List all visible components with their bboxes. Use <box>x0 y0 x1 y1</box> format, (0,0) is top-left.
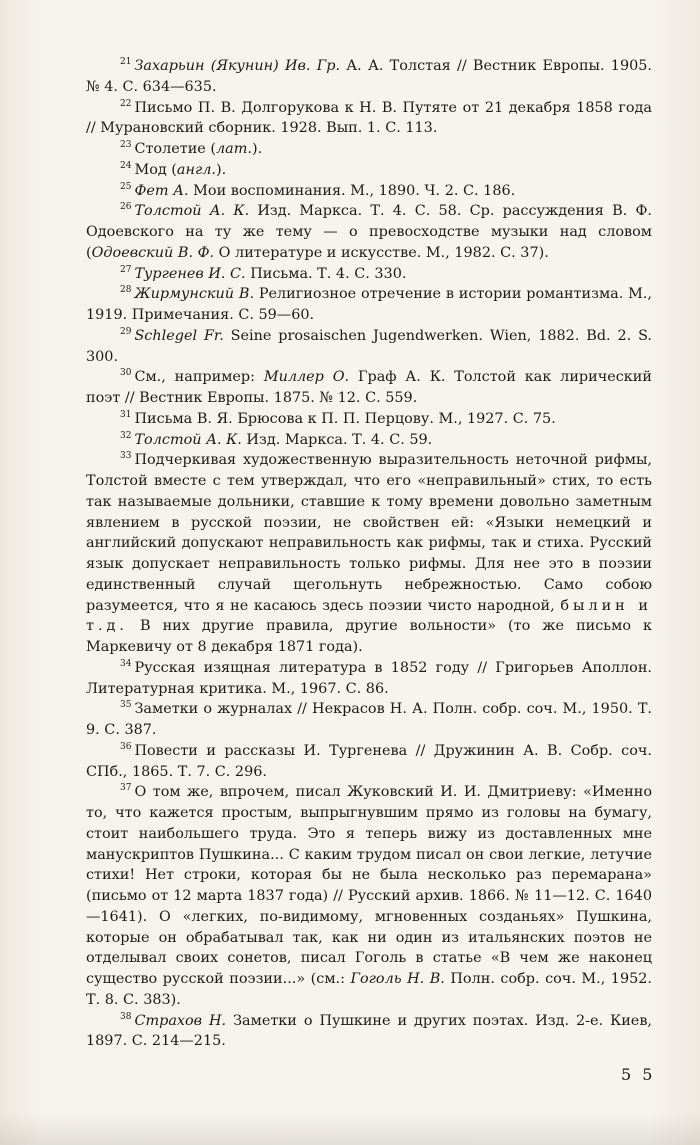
footnote-text: См., например: <box>134 369 264 386</box>
footnote-text-end: Полн. собр. соч. М., 1952. Т. 8. С. 383). <box>86 971 652 1008</box>
footnote-author: Тургенев И. С. <box>134 265 246 282</box>
footnote-number: 29 <box>120 326 132 337</box>
footnote-text: Повести и рассказы И. Тургенева // Дружинин А. В. Собр. соч. СПб., 1865. Т. 7. С. 296. <box>86 742 652 780</box>
footnote-author: Страхов Н. <box>134 1012 227 1029</box>
footnote-number: 35 <box>120 700 132 711</box>
footnote-25 <box>86 181 652 202</box>
footnote-21 <box>86 56 652 98</box>
footnote-emphasis: Гоголь Н. В. <box>350 971 445 987</box>
footnote-text: Подчеркивая художественную выразительность неточной рифмы, Толстой вместе с тем утверждал, что его «неправильный» стих, то есть так называемые дольники, ставшие к тому времени довольно заметным явлением в русской поэзии, не свойствен ей: «Языки немецкий и английский допускают неправильность как рифмы, так и стиха. Русский язык допускает неправильность только рифмы. Для нее это в поэзии единственный случай щегольнуть небрежностью. Само собою разумеется, что я не касаюсь здесь поэзии чисто народной, <box>86 452 652 614</box>
footnote-number: 23 <box>120 140 132 151</box>
footnote-number: 37 <box>120 783 132 794</box>
footnote-28 <box>86 284 652 326</box>
footnote-number: 31 <box>120 409 132 420</box>
page-bottom-shadow <box>0 1112 700 1145</box>
footnote-number: 30 <box>120 368 132 379</box>
footnote-36 <box>86 741 652 783</box>
footnote-22 <box>86 98 652 140</box>
footnote-number: 27 <box>120 264 132 275</box>
footnote-text: Изд. Маркса. Т. 4. С. 59. <box>241 431 433 448</box>
footnote-number: 25 <box>120 181 132 192</box>
footnote-text: Seine prosaischen Jugendwerken. Wien, 1882. Bd. 2. S. 300. <box>86 327 652 365</box>
footnote-text: Заметки о Пушкине и других поэтах. Изд. 2-е. Киев, 1897. С. 214—215. <box>86 1012 652 1050</box>
footnote-30 <box>86 367 652 409</box>
footnote-text: Мои воспоминания. М., 1890. Ч. 2. С. 186. <box>188 182 516 199</box>
footnote-34 <box>86 658 652 700</box>
footnote-32 <box>86 430 652 451</box>
footnote-38 <box>86 1011 652 1053</box>
footnote-text: Религиозное отречение в истории романтизма. М., 1919. Примечания. С. 59—60. <box>86 286 652 323</box>
footnote-text: А. А. Толстая // Вестник Европы. 1905. № 4. С. 634—635. <box>86 58 652 95</box>
footnote-text: О том же, впрочем, писал Жуковский И. И. Дмитриеву: «Именно то, что кажется простым, выпрыгнувшим прямо из головы на бумагу, стоит наибольшего труда. Это я теперь вижу из доставленных мне манускриптов Пушкина... С каким трудом писал он свои легкие, летучие стихи! Нет строки, которая бы не была несколько раз перемарана» (письмо от 12 марта 1837 года) // Русский архив. 1866. № 11—12. С. 1640—1641). О «легких, по-видимому, мгновенных созданьях» Пушкина, которые он обрабатывал так, как ни один из итальянских поэтов не отделывал своих сонетов, писал Гоголь в статье «В чем же наконец существо русской поэзии...» (см.: <box>86 784 652 987</box>
footnote-author: Захарьин (Якунин) Ив. Гр. <box>134 58 341 74</box>
footnote-text: Изд. Маркса. Т. 4. С. 58. Ср. рассуждения В. Ф. Одоевского на ту же тему — о превосходстве музыки над словом ( <box>86 203 652 261</box>
footnote-number: 33 <box>120 451 132 462</box>
footnote-number: 38 <box>120 1011 132 1022</box>
footnote-text-end: О литературе и искусстве. М., 1982. С. 37). <box>214 244 549 261</box>
footnote-26 <box>86 201 652 263</box>
footnote-emphasis: Одоевский В. Ф. <box>91 244 215 261</box>
footnote-text: Письмо П. В. Долгорукова к Н. В. Путяте от 21 декабря 1858 года // Мурановский сборник. 1928. Вып. 1. С. 113. <box>86 99 652 137</box>
footnote-text: Письма В. Я. Брюсова к П. П. Перцову. М., 1927. С. 75. <box>134 410 556 427</box>
footnote-number: 21 <box>120 57 132 68</box>
footnote-number: 22 <box>120 98 132 109</box>
footnote-author: Schlegel Fr. <box>134 327 224 344</box>
footnote-29 <box>86 326 652 368</box>
footnote-text-end: ). <box>215 161 227 178</box>
footnote-37 <box>86 782 652 1010</box>
footnote-text-end: ). <box>251 141 263 157</box>
footnote-33 <box>86 450 652 658</box>
footnote-number: 24 <box>120 160 132 171</box>
footnote-number: 28 <box>120 285 132 296</box>
footnote-author: Фет А. <box>134 182 189 199</box>
footnote-emphasis: лат. <box>216 141 252 157</box>
footnote-spaced-text: былин и т.д. <box>86 597 653 635</box>
footnote-text: Русская изящная литература в 1852 году // Григорьев Аполлон. Литературная критика. М., 1967. С. 86. <box>86 659 652 697</box>
footnote-31 <box>86 409 652 430</box>
footnote-text: Мод ( <box>134 161 177 178</box>
footnote-27 <box>86 264 652 285</box>
footnote-text-end: Граф А. К. Толстой как лирический поэт // Вестник Европы. 1875. № 12. С. 559. <box>86 369 652 406</box>
footnote-author: Жирмунский В. <box>134 286 255 303</box>
footnote-number: 32 <box>120 430 132 441</box>
footnote-text-end: В них другие правила, другие вольности» (то же письмо к Маркевичу от 8 декабря 1871 года). <box>86 618 652 655</box>
footnote-number: 36 <box>120 741 132 752</box>
footnote-23 <box>86 139 652 160</box>
footnote-text: Заметки о журналах // Некрасов Н. А. Полн. собр. соч. М., 1950. Т. 9. С. 387. <box>86 701 652 738</box>
footnotes-block <box>86 56 652 1052</box>
footnote-text: Столетие ( <box>134 141 217 157</box>
page-number: 5 5 <box>621 1065 656 1084</box>
footnote-author: Толстой А. К. <box>134 431 242 448</box>
footnote-text: Письма. Т. 4. С. 330. <box>245 265 407 282</box>
footnote-35 <box>86 699 652 741</box>
footnote-author: Толстой А. К. <box>134 203 250 220</box>
footnote-emphasis: англ. <box>176 161 216 178</box>
footnote-number: 26 <box>120 202 132 213</box>
footnote-number: 34 <box>120 658 132 669</box>
footnote-24 <box>86 160 652 181</box>
footnote-emphasis: Миллер О. <box>263 369 350 386</box>
